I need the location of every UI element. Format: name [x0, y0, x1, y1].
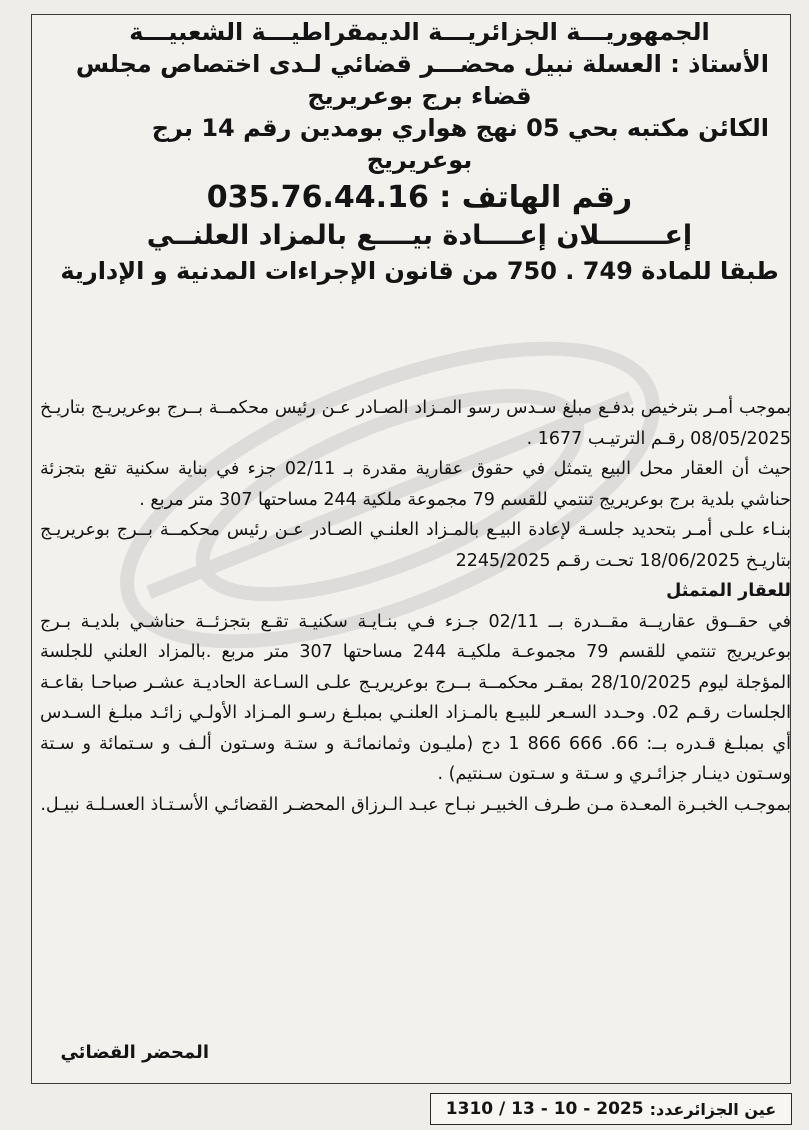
phone-number: رقم الهاتف : 035.76.44.16 [206, 180, 633, 215]
paragraph-property: حيث أن العقار محل البيع يتمثل في حقوق عقارية مقدرة بـ 02/11 جزء في بناية سكنية تقع بتجزئة حناشي بلدية برج بوعريريج تنتمي للقسم 79 مجموعة ملكية 244 مساحتها 307 متر مربع . [40, 459, 791, 510]
signature-label: المحضر القضائي [60, 1042, 209, 1063]
office-address: الكائن مكتبه بحي 05 نهج هواري بومدين رقم 14 برج [151, 114, 769, 142]
publication-footer [430, 1093, 792, 1125]
paragraph-session: بنـاء علـى أمـر بتحديد جلسـة لإعادة البيـع بالمـزاد العلنـي الصـادر عـن رئيس محكمــة بــرج بوعريريـج بتاريـخ 18/06/2025 تحـت رقـم 2245/2025 للعقار المتمثل [40, 520, 791, 601]
republic-title: الجمهوريـــة الجزائريـــة الديمقراطيـــة الشعبيـــة [129, 18, 710, 46]
footer-label: عين الجزائرعدد: [649, 1099, 777, 1119]
legal-reference: طبقا للمادة 749 . 750 من قانون الإجراءات المدنية و الإدارية [60, 257, 779, 285]
document-header [40, 16, 799, 288]
announcement-title: إعـــــــلان إعــــادة بيــــع بالمزاد العلنــي [146, 220, 693, 251]
paragraph-order: بموجب أمـر بترخيص بدفـع مبلغ سـدس رسو المـزاد الصـادر عـن رئيس محكمــة بــرج بوعريريـج بتاريـخ 08/05/2025 رقـم الترتيـب 1677 . [40, 398, 791, 449]
court-jurisdiction: قضاء برج بوعريريج [307, 82, 532, 110]
footer-issue-number: 1310 / 13 - 10 - 2025 [445, 1099, 644, 1119]
announcement-body [40, 393, 791, 820]
paragraph-expertise: بموجـب الخبـرة المعـدة مـن طـرف الخبيـر نبـاح عبـد الـرزاق المحضـر القضائـي الأسـتـاذ العسـلـة نبيـل. [40, 794, 791, 815]
bailiff-name: الأستاذ : العسلة نبيل محضـــر قضائي لـدى اختصاص مجلس [75, 50, 769, 78]
property-label: للعقار المتمثل [666, 581, 791, 601]
office-city: بوعريريج [366, 146, 473, 174]
paragraph-auction-details: في حقــوق عقاريــة مقــدرة بــ 02/11 جـزء فـي بنـايـة سكنيـة تقـع بتجزئــة حناشـي بلديـة بـرج بوعريريج تنتمي للقسم 79 مجموعـة ملكيـة 244 مساحتها 307 متر مربع .بالمزاد العلني للجلسة المؤجلة ليوم 28/10/2025 بمقـر محكمــة بــرج بوعريريـج علـى السـاعة الحاديـة عشـر صباحـا بقاعـة الجلسات رقـم 02. وحـدد السـعر للبيـع بالمـزاد العلنـي بمبلـغ رسـو المـزاد الأولـي زائـد مبلـغ السـدس أي بمبلـغ قـدره بــ: 66. 666 866 1 دج (مليـون وثمانمائـة و ستـة وسـتون ألـف و سـتمائة و سـتة وسـتون دينـار جزائـري و سـتة و سـتون سـنتيم) . [40, 611, 791, 784]
